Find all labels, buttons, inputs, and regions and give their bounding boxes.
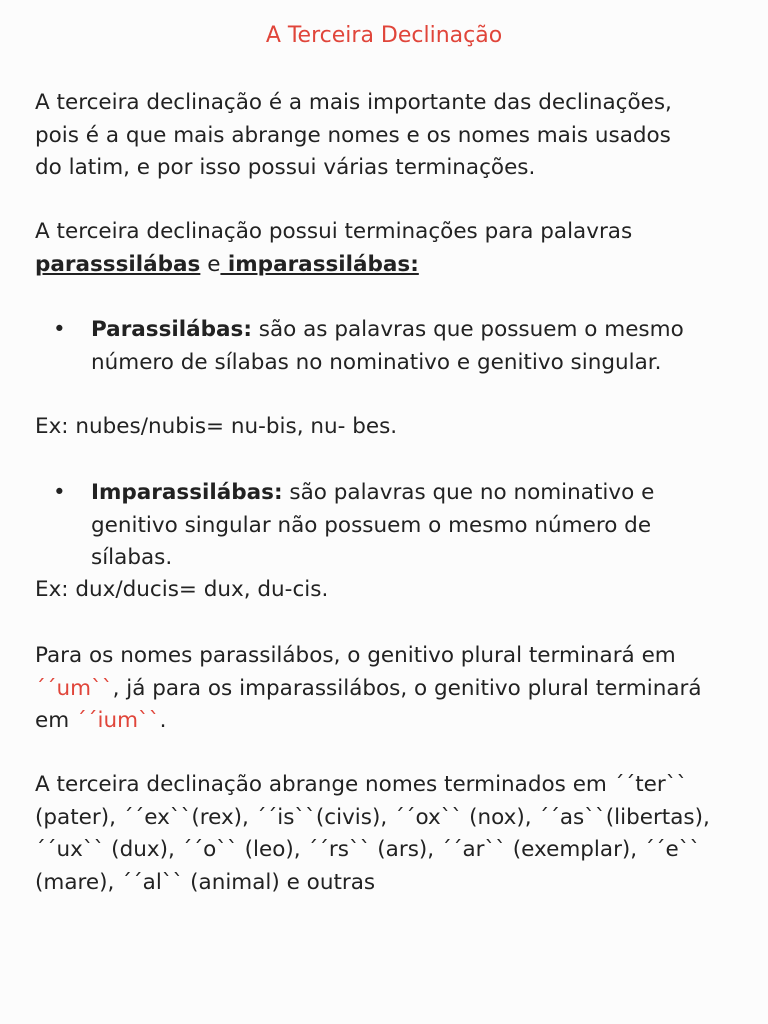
bullet-text <box>91 314 721 379</box>
text-line: ´´um``, já para os imparassilábos, o genitivo plural terminará <box>35 675 702 701</box>
bullet-desc: genitivo singular não possuem o mesmo número de <box>91 512 652 538</box>
page-title: A Terceira Declinação <box>265 23 503 48</box>
text-line: ´´ux`` (dux), ´´o`` (leo), ´´rs`` (ars), ´´ar`` (exemplar), ´´e`` <box>35 837 701 862</box>
bullet-desc: são palavras que no nominativo e <box>282 480 655 505</box>
example-imparassilabas: Ex: dux/ducis= dux, du-cis. <box>35 577 329 602</box>
example-parassilabas: Ex: nubes/nubis= nu-bis, nu- bes. <box>35 414 398 439</box>
bullet-label: Imparassilábas: <box>91 480 283 505</box>
text-line: Para os nomes parassilábos, o genitivo plural terminará em <box>35 643 676 668</box>
text-line: A terceira declinação possui terminações para palavras <box>35 219 633 244</box>
genitive-paragraph <box>35 640 735 738</box>
terminations-paragraph <box>35 216 735 281</box>
ending-ium: ´´ium`` <box>76 708 160 733</box>
bullet-desc: sílabas. <box>91 545 173 570</box>
bullet-desc: número de sílabas no nominativo e genitivo singular. <box>91 349 662 375</box>
text-line: A terceira declinação abrange nomes terminados em ´´ter`` <box>35 772 688 797</box>
conjunction: e <box>200 251 221 277</box>
bullet-label: Parassilábas: <box>91 317 252 342</box>
bullet-text <box>91 477 721 575</box>
endings-paragraph <box>35 769 735 899</box>
text-line: em ´´ium``. <box>35 708 167 733</box>
bullet-icon: • <box>53 317 66 342</box>
bullet-imparassilabas <box>35 477 735 575</box>
text-line <box>35 249 735 282</box>
text-line: pois é a que mais abrange nomes e os nomes mais usados <box>35 122 671 148</box>
bullet-desc: são as palavras que possuem o mesmo <box>251 317 684 342</box>
text-line: A terceira declinação é a mais importante das declinações, <box>35 90 672 115</box>
bullet-parassilabas <box>35 314 735 379</box>
ending-um: ´´um`` <box>35 675 113 701</box>
bullet-icon: • <box>53 480 66 505</box>
term-imparassilabas: imparassilábas: <box>220 251 419 277</box>
intro-paragraph <box>35 87 735 185</box>
term-parassilabas: parasssilábas <box>35 251 201 277</box>
text-line: do latim, e por isso possui várias terminações. <box>35 155 536 180</box>
text-line: (mare), ´´al`` (animal) e outras <box>35 869 376 895</box>
text-line: (pater), ´´ex``(rex), ´´is``(civis), ´´ox`` (nox), ´´as``(libertas), <box>35 804 710 830</box>
